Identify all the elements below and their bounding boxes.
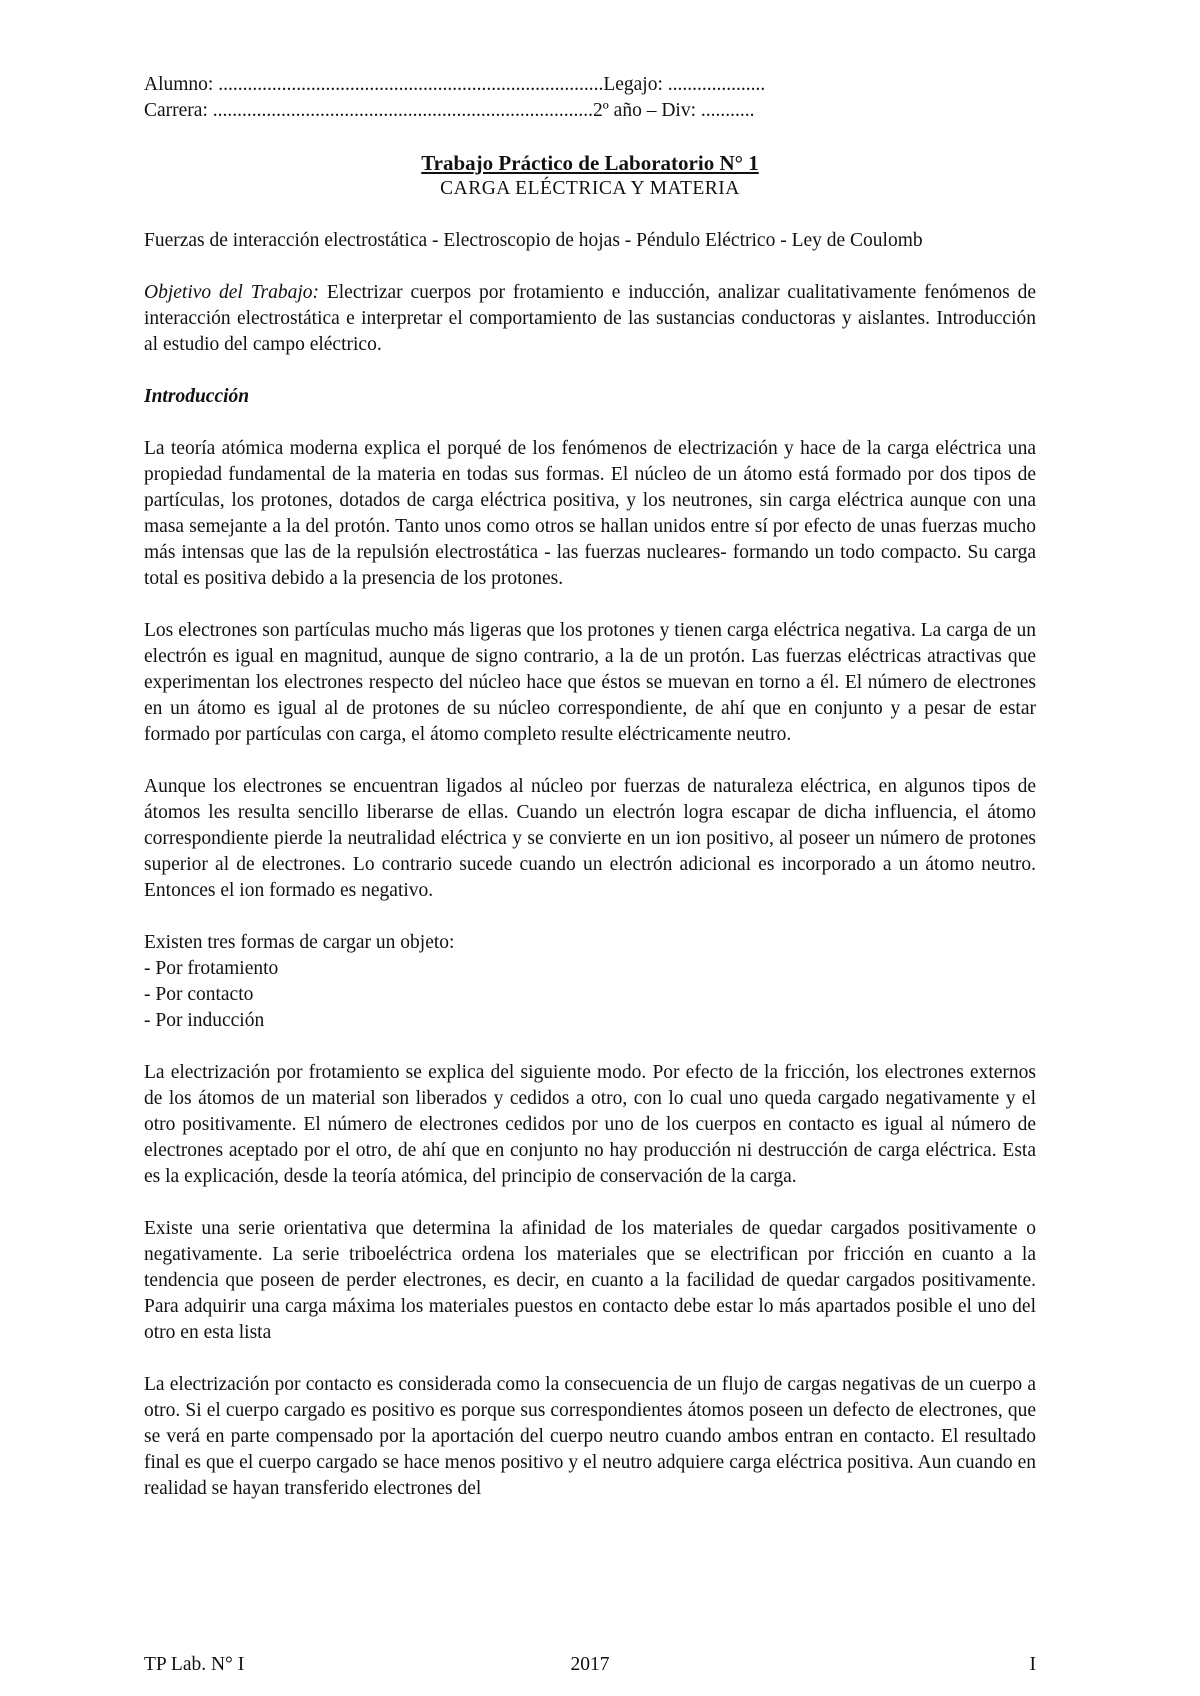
methods-list	[144, 956, 1036, 1034]
page-subtitle: CARGA ELÉCTRICA Y MATERIA	[440, 178, 740, 199]
methods-intro: Existen tres formas de cargar un objeto:	[144, 932, 455, 953]
paragraph: Los electrones son partículas mucho más ligeras que los protones y tienen carga eléctrica negativa. La carga de un electrón es igual en magnitud, aunque de signo contrario, a la de un protón. Las fuerzas eléctricas atractivas que experimentan los electrones respecto del núcleo hace que éstos se muevan en torno a él. El número de electrones en un átomo es igual al de protones de su núcleo correspondiente, de ahí que en conjunto y a pesar de estar formado por partículas con carga, el átomo completo resulte eléctricamente neutro.	[144, 620, 1036, 745]
paragraph: Existe una serie orientativa que determina la afinidad de los materiales de quedar cargados positivamente o negativamente. La serie triboeléctrica ordena los materiales que se electrifican por fricción en cuanto a la tendencia que poseen de perder electrones, es decir, en cuanto a la facilidad de quedar cargados positivamente. Para adquirir una carga máxima los materiales puestos en contacto debe estar lo más apartados posible el uno del otro en esta lista	[144, 1218, 1036, 1343]
list-item: - Por frotamiento	[144, 958, 279, 979]
paragraph: La electrización por contacto es considerada como la consecuencia de un flujo de cargas negativas de un cuerpo a otro. Si el cuerpo cargado es positivo es porque sus correspondientes átomos poseen un defecto de electrones, que se verá en parte compensado por la aportación del cuerpo neutro cuando ambos entran en contacto. El resultado final es que el cuerpo cargado se hace menos positivo y el neutro adquiere carga eléctrica positiva. Aun cuando en realidad se hayan transferido electrones del	[144, 1374, 1036, 1499]
paragraph: Aunque los electrones se encuentran ligados al núcleo por fuerzas de naturaleza eléctrica, en algunos tipos de átomos les resulta sencillo liberarse de ellas. Cuando un electrón logra escapar de dicha influencia, el átomo correspondiente pierde la neutralidad eléctrica y se convierte en un ion positivo, al poseer un número de protones superior al de electrones. Lo contrario sucede cuando un electrón adicional es incorporado a un átomo neutro. Entonces el ion formado es negativo.	[144, 776, 1036, 901]
footer-lab-label: TP Lab. N° I	[144, 1654, 245, 1675]
paragraph: La teoría atómica moderna explica el porqué de los fenómenos de electrización y hace de la carga eléctrica una propiedad fundamental de la materia en todas sus formas. El núcleo de un átomo está formado por dos tipos de partículas, los protones, dotados de carga eléctrica positiva, y los neutrones, sin carga eléctrica aunque con una masa semejante a la del protón. Tanto unos como otros se hallan unidos entre sí por efecto de unas fuerzas mucho más intensas que las de la repulsión electrostática - las fuerzas nucleares- formando un todo compacto. Su carga total es positiva debido a la presencia de los protones.	[144, 438, 1036, 589]
topics-line: Fuerzas de interacción electrostática - Electroscopio de hojas - Péndulo Eléctrico - Ley de Coulomb	[144, 230, 923, 251]
footer-year: 2017	[570, 1654, 610, 1675]
objective-paragraph	[144, 280, 1036, 358]
student-name-line: Alumno: ...............................................................................Legajo: ....................	[144, 74, 766, 95]
document-body	[144, 72, 1036, 1528]
footer-page-number: I	[1029, 1654, 1036, 1675]
objective-text: Electrizar cuerpos por frotamiento e inducción, analizar cualitativamente fenómenos de interacción electrostática e interpretar el comportamiento de las sustancias conductoras y aislantes. Introducción al estudio del campo eléctrico.	[144, 282, 1036, 355]
objective-label: Objetivo del Trabajo:	[144, 282, 319, 303]
section-heading-introduccion: Introducción	[144, 386, 250, 407]
page-title: Trabajo Práctico de Laboratorio N° 1	[421, 151, 759, 175]
list-item: - Por inducción	[144, 1010, 265, 1031]
title-block	[144, 150, 1036, 202]
career-line: Carrera: ..............................................................................2º año – Div: ...........	[144, 100, 755, 121]
paragraph: La electrización por frotamiento se explica del siguiente modo. Por efecto de la fricción, los electrones externos de los átomos de un material son liberados y cedidos a otro, con lo cual uno queda cargado negativamente y el otro positivamente. El número de electrones cedidos por uno de los cuerpos en contacto es igual al número de electrones aceptado por el otro, de ahí que en conjunto no hay producción ni destrucción de carga eléctrica. Esta es la explicación, desde la teoría atómica, del principio de conservación de la carga.	[144, 1062, 1036, 1187]
list-item: - Por contacto	[144, 984, 254, 1005]
